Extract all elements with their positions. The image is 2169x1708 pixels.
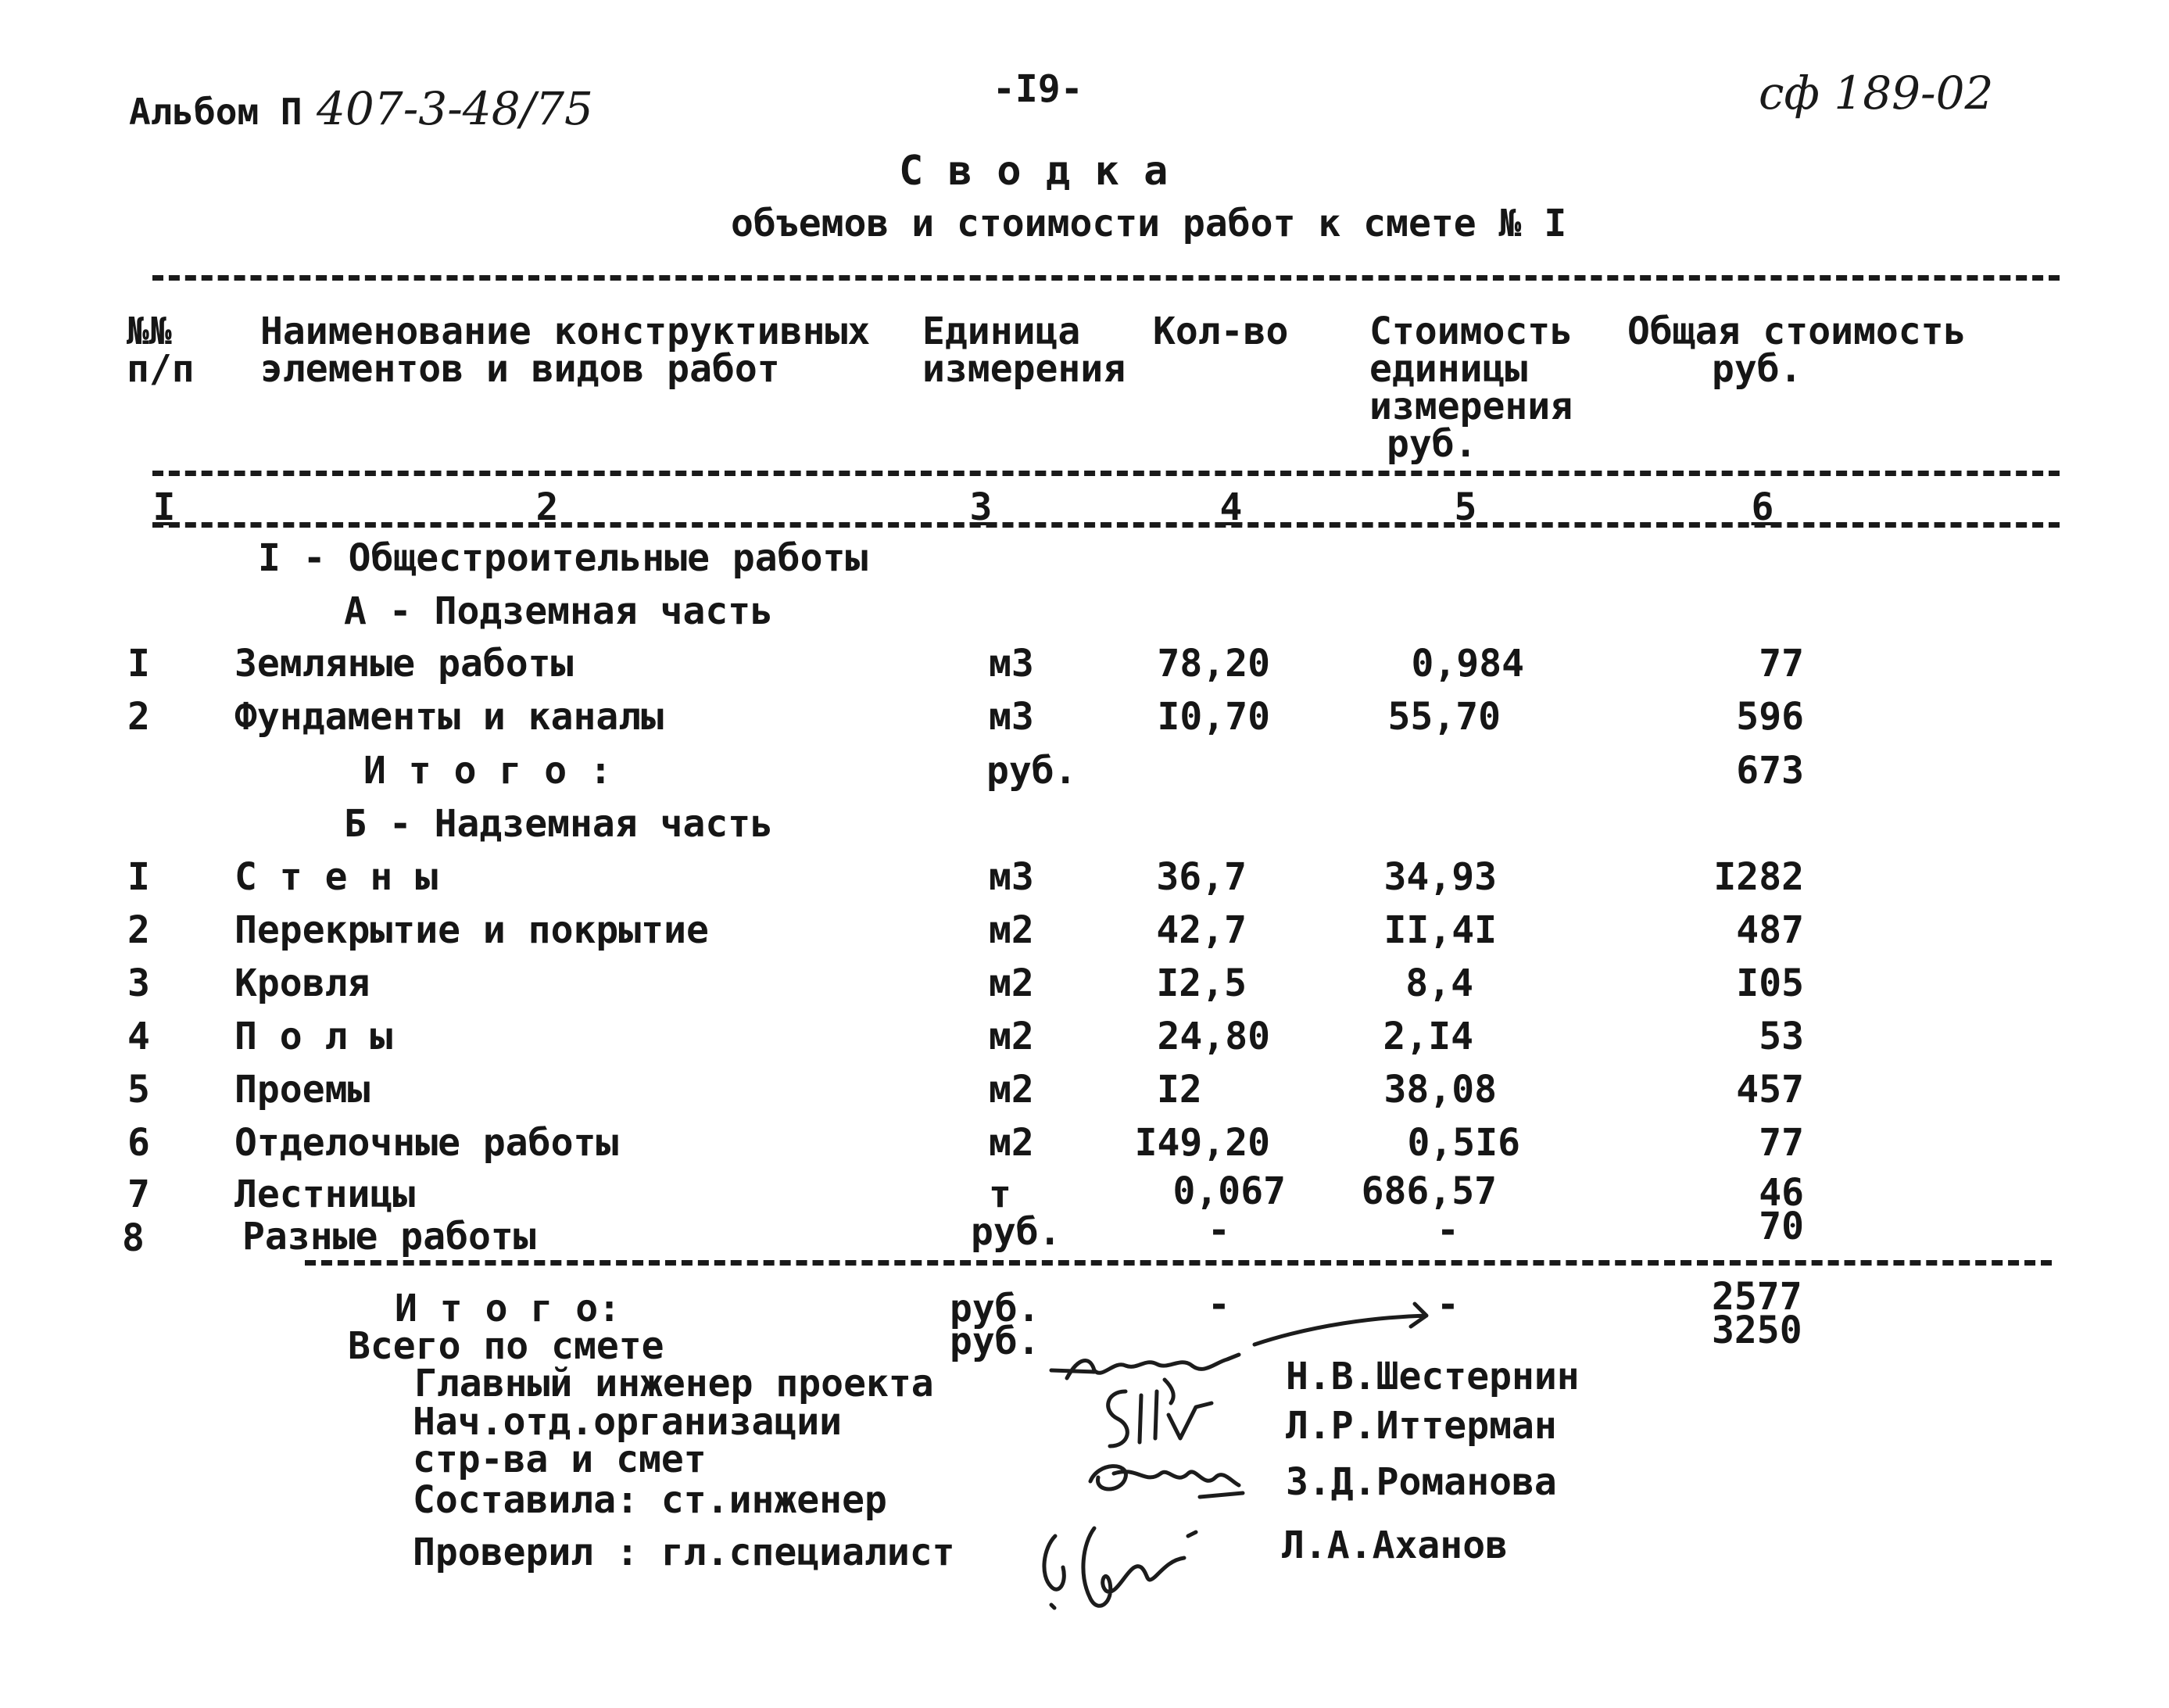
signature-romanova [1083,1450,1255,1513]
col-header-number [127,310,195,391]
row-qty: 36,7 [1156,855,1247,899]
row-name: Разные работы [242,1215,536,1259]
signatory-role: Нач.отд.организации [413,1400,843,1444]
row-unit: м2 [989,1015,1034,1058]
row-total: I282 [1713,855,1804,899]
col-header-unit-cost-line: руб. [1387,422,1477,466]
signatory-role: Главный инженер проекта [414,1362,934,1405]
signature-itterman [1094,1384,1227,1454]
row-qty: 24,80 [1157,1015,1270,1058]
vsego-unit: руб. [950,1319,1040,1363]
col-header-qty [1153,310,1289,353]
col-header-total-line: руб. [1712,347,1802,391]
page-number: -I9- [993,67,1083,111]
row-total: 77 [1759,1121,1804,1165]
row-total: 53 [1759,1015,1804,1058]
subtotal-total: 673 [1736,749,1804,793]
album-prefix: Альбом П [129,91,302,133]
header-bottom-rule [152,471,2060,476]
section-title: I - Общестроительные работы [258,536,868,580]
row-name: П о л ы [234,1015,393,1058]
row-total: 457 [1736,1068,1804,1112]
col-header-qty-line: Кол-во [1153,310,1289,353]
row-unit-cost: 686,57 [1361,1169,1497,1213]
signatory-name: Л.А.Аханов [1282,1524,1508,1567]
col-number-5: 5 [1454,485,1477,529]
row-unit-cost: II,4I [1383,908,1497,952]
row-unit-cost: 0,984 [1411,642,1524,686]
col-header-number-line: №№ [127,310,172,353]
col-header-unit-line: измерения [922,347,1126,391]
row-total: 46 [1759,1171,1804,1215]
col-number-4: 4 [1219,485,1243,529]
col-number-3: 3 [969,485,993,529]
row-name: С т е н ы [234,855,438,899]
row-unit: руб. [971,1210,1061,1254]
row-qty: 0,067 [1172,1169,1286,1213]
header-top-rule [152,275,2060,281]
itogo-total: 2577 [1712,1275,1802,1319]
col-header-number-line: п/п [127,347,195,391]
col-header-unit-cost-line: единицы [1369,347,1528,391]
row-number: 3 [127,961,150,1005]
row-number: 4 [127,1015,150,1058]
row-unit: м2 [989,1121,1034,1165]
row-name: Земляные работы [234,642,574,686]
col-header-unit-cost-line: Стоимость [1369,310,1573,353]
signatory-role: Проверил : гл.специалист [413,1531,955,1574]
col-header-unit [922,310,1126,391]
itogo-unit: руб. [950,1287,1040,1330]
col-header-total-line: Общая стоимость [1627,310,1967,353]
part-b-title: Б - Надземная часть [344,802,774,846]
column-numbers-rule [152,522,2060,528]
row-unit: м3 [989,695,1034,739]
subtotal-unit: руб. [986,749,1077,793]
col-header-name [260,310,871,391]
part-a-title: А - Подземная часть [344,589,774,633]
row-unit-cost: - [1437,1208,1459,1252]
row-unit-cost: 8,4 [1405,961,1473,1005]
row-total: 487 [1736,908,1804,952]
itogo-label: И т о г о: [395,1287,621,1330]
col-header-unit-line: Единица [922,310,1081,353]
album-number: 407-3-48/75 [317,82,593,135]
signatory-role: Составила: ст.инженер [413,1478,887,1522]
document-subtitle: объемов и стоимости работ к смете № I [731,202,1567,245]
row-unit-cost: 0,5I6 [1407,1121,1520,1165]
row-total: 77 [1759,642,1804,686]
row-unit-cost: 38,08 [1383,1068,1497,1112]
col-header-name-line: элементов и видов работ [260,347,780,391]
row-qty: 78,20 [1157,642,1270,686]
col-header-unit-cost [1369,310,1573,466]
col-header-name-line: Наименование конструктивных [260,310,871,353]
col-header-unit-cost-line: измерения [1369,385,1573,428]
row-total: 70 [1759,1205,1804,1248]
col-number-6: 6 [1751,485,1774,529]
row-number: I [127,855,150,899]
col-number-1: I [152,485,176,529]
row-unit: м2 [989,908,1034,952]
totals-rule [305,1260,2052,1266]
row-number: 8 [122,1216,145,1260]
row-qty: I2,5 [1156,961,1247,1005]
row-total: 596 [1736,695,1804,739]
itogo-qty: - [1208,1283,1230,1327]
row-unit: м3 [989,642,1034,686]
col-number-2: 2 [535,485,559,529]
signatory-name: Н.В.Шестернин [1286,1355,1580,1398]
vsego-label: Всего по смете [348,1324,664,1368]
document-title: С в о д к а [899,148,1169,195]
sheet-code: сф 189-02 [1759,66,1994,120]
row-total: I05 [1736,961,1804,1005]
row-number: 2 [127,908,150,952]
row-number: 5 [127,1068,150,1112]
row-unit: т [989,1173,1011,1216]
row-unit: м2 [989,1068,1034,1112]
vsego-total: 3250 [1712,1309,1802,1352]
row-name: Кровля [234,961,370,1005]
row-number: 2 [127,695,150,739]
row-unit: м2 [989,961,1034,1005]
signature-akhanov [1028,1513,1208,1622]
row-name: Перекрытие и покрытие [234,908,709,952]
row-unit: м3 [989,855,1034,899]
subtotal-label: И т о г о : [363,749,612,793]
row-qty: I2 [1157,1068,1202,1112]
row-name: Отделочные работы [234,1121,619,1165]
signatory-name: З.Д.Романова [1286,1460,1557,1504]
row-name: Лестницы [234,1173,416,1216]
row-number: 7 [127,1173,150,1216]
row-unit-cost: 34,93 [1383,855,1497,899]
col-header-total [1627,310,1967,391]
row-qty: I0,70 [1157,695,1270,739]
row-number: 6 [127,1121,150,1165]
row-unit-cost: 2,I4 [1383,1015,1473,1058]
signatory-name: Л.Р.Иттерман [1286,1404,1557,1448]
row-qty: - [1208,1208,1230,1252]
row-unit-cost: 55,70 [1387,695,1501,739]
row-name: Фундаменты и каналы [234,695,664,739]
row-qty: I49,20 [1134,1121,1270,1165]
row-number: I [127,642,150,686]
itogo-cost: - [1437,1283,1459,1327]
signatory-role-line2: стр-ва и смет [413,1438,707,1481]
row-qty: 42,7 [1156,908,1247,952]
row-name: Проемы [234,1068,370,1112]
